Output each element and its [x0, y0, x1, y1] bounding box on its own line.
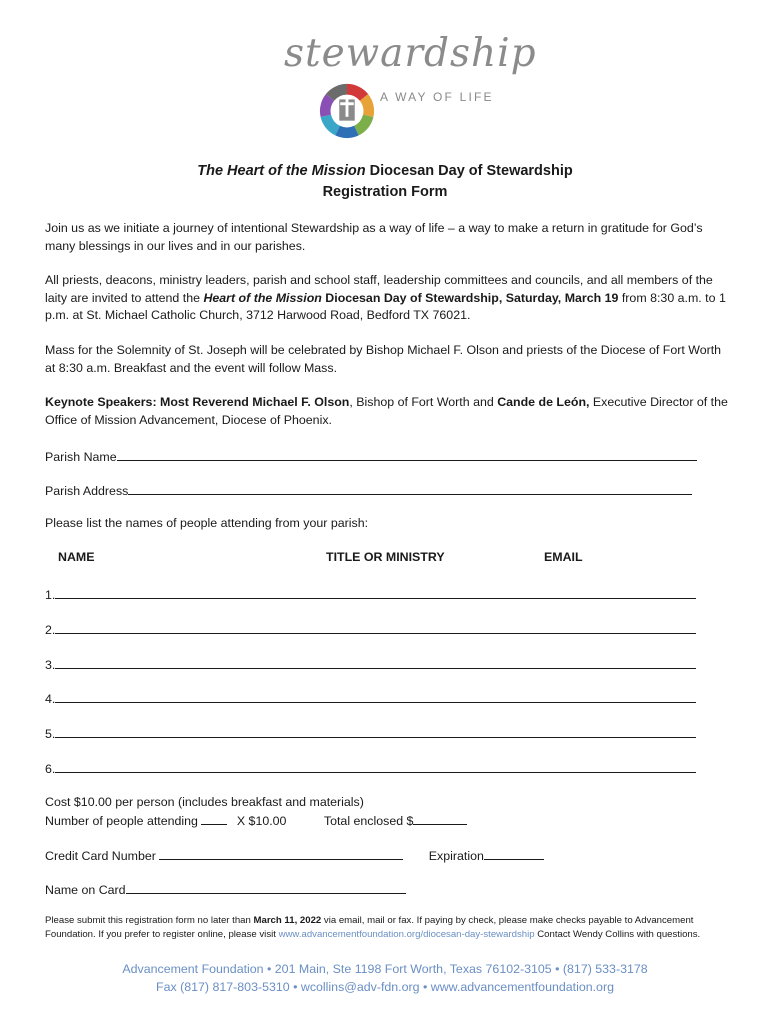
title-rest: Diocesan Day of Stewardship	[365, 163, 573, 179]
mass-paragraph: Mass for the Solemnity of St. Joseph will be celebrated by Bishop Michael F. Olson and priests of the Diocese of Fort Worth at 8:30 a.m. Breakfast and the event will follow Mass.	[45, 343, 722, 375]
card-number-label: Credit Card Number	[45, 849, 156, 863]
multiplier-text: X $10.00	[236, 814, 287, 828]
parish-name-row	[45, 448, 697, 464]
attendee-list-prompt: Please list the names of people attending from your parish:	[45, 516, 369, 530]
column-header-name: NAME	[58, 550, 95, 564]
parish-address-row	[45, 482, 692, 498]
invite-event-italic: Heart of the Mission	[203, 290, 322, 305]
logo-wheel-icon	[318, 82, 376, 140]
contact-fax-email: Fax (817) 817-803-5310 • wcollins@adv-fdn.org • www.advancementfoundation.org	[156, 980, 614, 994]
attending-label: Number of people attending	[45, 814, 198, 828]
keynote-mid: , Bishop of Fort Worth and	[349, 395, 498, 409]
contact-address: Advancement Foundation • 201 Main, Ste 1198 Fort Worth, Texas 76102-3105 • (817) 533-3178	[122, 962, 648, 976]
attendee-field[interactable]	[55, 690, 696, 703]
cost-line: Cost $10.00 per person (includes breakfast and materials)	[45, 795, 364, 809]
attendee-field[interactable]	[55, 725, 696, 738]
attendee-row: 5.	[45, 725, 696, 741]
expiration-label: Expiration	[428, 849, 484, 863]
attendee-row: 6.	[45, 760, 696, 776]
parish-address-field[interactable]	[128, 482, 692, 495]
deadline: March 11, 2022	[253, 915, 322, 926]
attendee-row: 3.	[45, 656, 696, 672]
parish-address-label: Parish Address	[45, 484, 129, 498]
attendee-row: 4.	[45, 690, 696, 706]
invite-lead: All priests, deacons, ministry leaders, parish and school staff, leadership committees and councils, and all members of the laity are invited to attend the	[45, 273, 713, 305]
logo-wordmark: stewardship	[284, 31, 537, 76]
stewardship-logo	[280, 20, 537, 140]
logo-tagline: A WAY OF LIFE	[380, 90, 494, 104]
card-number-field[interactable]	[159, 847, 403, 860]
invitation-paragraph	[45, 272, 731, 325]
credit-card-row	[45, 847, 544, 863]
attendance-count-row	[45, 812, 467, 828]
attendee-row: 2.	[45, 621, 696, 637]
form-subtitle: Registration Form	[322, 184, 448, 200]
registration-link[interactable]: www.advancementfoundation.org/diocesan-day-stewardship	[278, 929, 535, 940]
attendee-field[interactable]	[55, 586, 696, 599]
attendee-field[interactable]	[55, 656, 696, 669]
title-italic: The Heart of the Mission	[197, 163, 366, 179]
submission-note: Please submit this registration form no later than March 11, 2022 via email, mail or fax. If paying by check, please make checks payable to Advancement Foundation. If you prefer to register online, please visit www.advancementfoundation.org/diocesan-day-stewardship Contact Wendy Collins with questions.	[45, 915, 701, 940]
name-on-card-field[interactable]	[126, 881, 406, 894]
attendee-row: 1.	[45, 586, 696, 602]
invite-tail: from 8:30 a.m. to 1 p.m. at St. Michael Catholic Church, 3712 Harwood Road, Bedford TX 76021.	[45, 290, 726, 322]
keynote-tail: Executive Director of the Office of Mission Advancement, Diocese of Phoenix.	[45, 395, 728, 427]
attendee-field[interactable]	[55, 621, 696, 634]
attending-count-field[interactable]	[201, 812, 227, 825]
attendee-field[interactable]	[55, 760, 696, 773]
total-label: Total enclosed $	[323, 814, 414, 828]
parish-name-field[interactable]	[117, 448, 697, 461]
intro-paragraph: Join us as we initiate a journey of intentional Stewardship as a way of life – a way to make a return in gratitude for God’s many blessings in our lives and in our parishes.	[45, 221, 703, 253]
keynote-second: Cande de León,	[497, 395, 590, 409]
form-title	[0, 160, 770, 182]
column-header-title: TITLE OR MINISTRY	[326, 550, 445, 564]
name-on-card-label: Name on Card	[45, 883, 126, 897]
name-on-card-row	[45, 881, 406, 897]
total-field[interactable]	[413, 812, 467, 825]
column-header-email: EMAIL	[544, 550, 583, 564]
keynote-label: Keynote Speakers: Most Reverend Michael F. Olson	[45, 395, 350, 409]
keynote-paragraph	[45, 394, 731, 429]
invite-event-bold: Diocesan Day of Stewardship, Saturday, March 19	[321, 290, 619, 305]
parish-name-label: Parish Name	[45, 450, 117, 464]
expiration-field[interactable]	[484, 847, 544, 860]
